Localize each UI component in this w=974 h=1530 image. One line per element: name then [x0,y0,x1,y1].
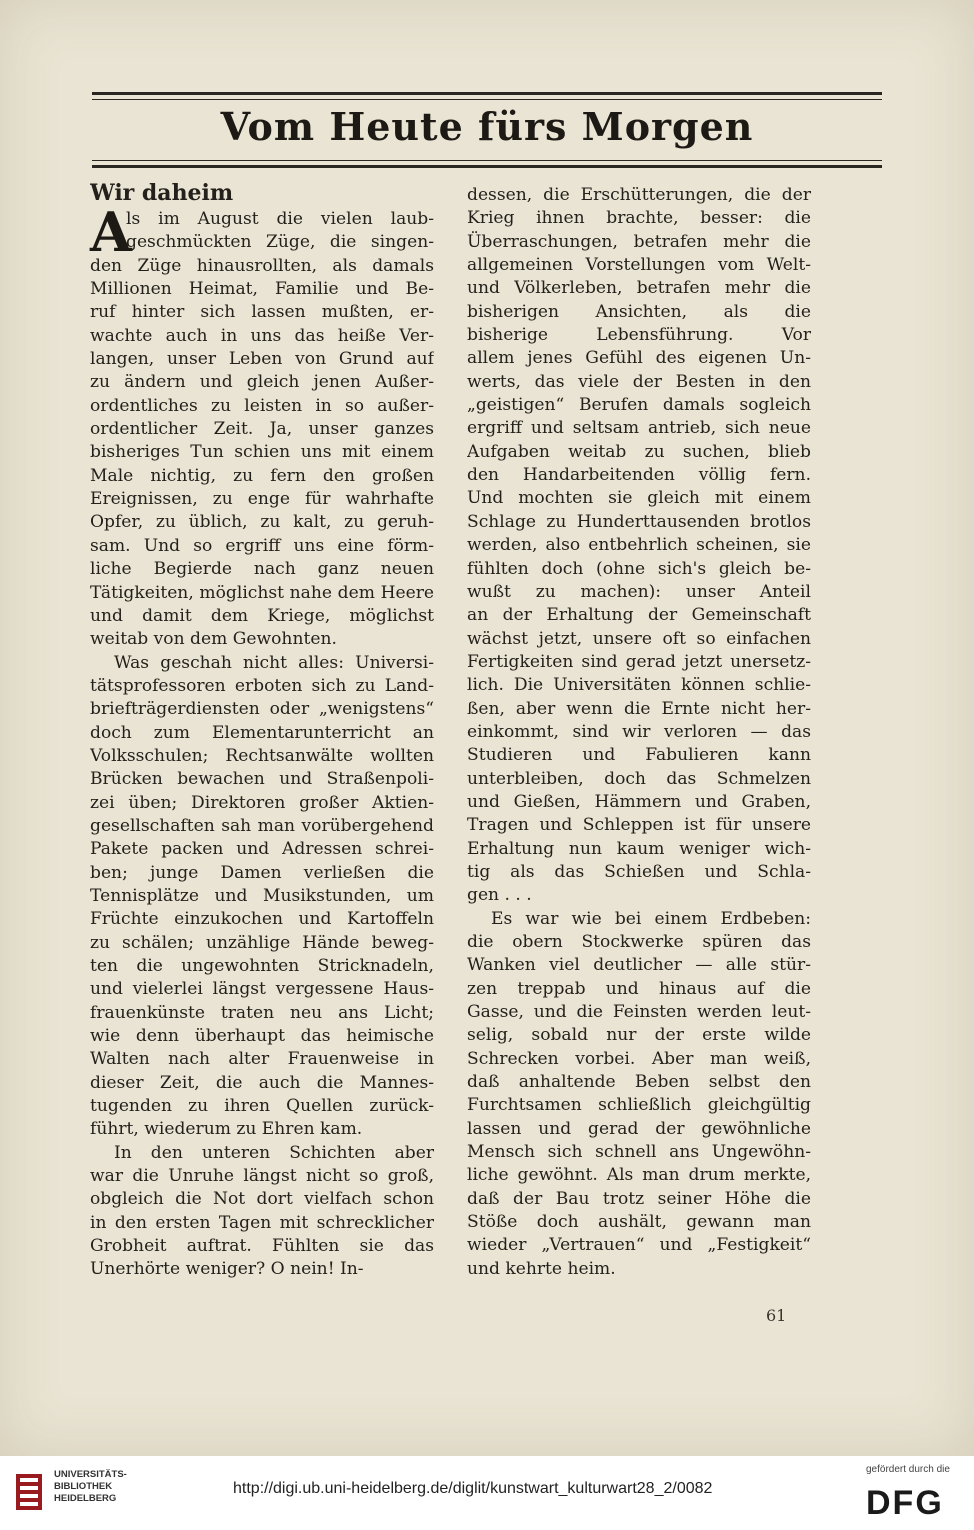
source-url-link[interactable]: http://digi.ub.uni-heidelberg.de/diglit/kunstwart_kulturwart28_2/0082 [233,1480,713,1497]
text-line: langen, unser Leben von Grund auf [90,349,434,370]
text-line: Und mochten sie gleich mit einem [467,488,811,509]
text-line: Mensch sich schnell ans Ungewöhn- [467,1142,811,1163]
text-line: liche gewöhnt. Als man drum merkte, [467,1165,811,1186]
text-line: und Völkerleben, betrafen mehr die [467,278,811,299]
text-line: allem jenes Gefühl des eigenen Un- [467,348,811,369]
text-line: tig als das Schießen und Schla- [467,861,811,882]
text-line: bisheriges Tun schien uns mit einem [90,442,434,463]
text-line: gesellschaften sah man vorübergehend [90,815,434,836]
text-line: Volksschulen; Rechtsanwälte wollten [90,745,434,766]
text-line: dessen, die Erschütterungen, die der [467,185,811,205]
text-line: doch zum Elementarunterricht an [90,722,434,743]
text-line: wieder „Vertrauen“ und „Festigkeit“ [467,1235,811,1256]
text-line: wie denn überhaupt das heimische [90,1026,434,1047]
text-line: tugenden zu ihren Quellen zurück- [90,1096,434,1117]
text-line: Tätigkeiten, möglichst nahe dem Heere [90,582,434,603]
text-line: ruf hinter sich lassen mußten, er- [90,302,434,323]
text-line: weitab von dem Gewohnten. [90,629,337,650]
text-line: selig, sobald nur der erste wilde [467,1025,811,1046]
text-line: die obern Stockwerke spüren das [467,932,811,952]
text-line: tätsprofessoren erboten sich zu Land- [90,675,434,696]
section-heading: Wir daheim [90,180,234,206]
text-line: obgleich die Not dort vielfach schon [90,1189,434,1210]
text-line: ordentlicher Zeit. Ja, unser ganzes [90,419,434,440]
text-line: in den ersten Tagen mit schrecklicher [90,1212,434,1233]
dfg-logo: DFG [866,1484,944,1522]
text-line: führt, wiederum zu Ehren kam. [90,1119,363,1140]
funded-by-label: gefördert durch die [866,1464,950,1475]
text-line: Grobheit auftrat. Fühlten sie das [90,1236,434,1257]
library-name: UNIVERSITÄTS- BIBLIOTHEK HEIDELBERG [54,1469,127,1504]
text-line: Pakete packen und Adressen schrei- [90,839,434,860]
text-line: Walten nach alter Frauenweise in [90,1049,434,1070]
text-line: Fertigkeiten sind gerad jetzt unersetz- [467,651,811,672]
left-column [90,178,434,1282]
right-column [467,184,811,1281]
text-line: Tragen und Schleppen ist für unsere [467,815,811,836]
text-line: lassen und gerad der gewöhnliche [467,1118,811,1139]
text-line: Furchtsamen schließlich gleichgültig [467,1095,811,1116]
text-line: einkommt, sind wir verloren — das [467,721,811,742]
text-line: fühlten doch (ohne sich's gleich be- [467,558,811,579]
text-line: Ereignissen, zu enge für wahrhafte [90,489,434,510]
text-line: ten die ungewohnten Stricknadeln, [90,956,434,976]
page-number: 61 [766,1306,787,1325]
title-rule-thick [92,165,882,168]
text-line: In den unteren Schichten aber [114,1142,434,1163]
text-line: daß der Bau trotz seiner Höhe die [467,1188,811,1209]
text-line: allgemeinen Vorstellungen vom Welt- [467,255,811,276]
text-line: war die Unruhe längst nicht so groß, [90,1166,434,1187]
text-line: lich. Die Universitäten können schlie- [467,675,811,696]
title-rule-thin [92,160,882,161]
text-line: geschmückten Züge, die singen- [126,232,434,253]
text-line: ls im August die vielen laub- [126,209,434,229]
drop-cap: A [90,200,132,264]
text-line: ergriff und seltsam antrieb, sich neue [467,418,811,439]
text-line: wächst jetzt, unsere oft so einfachen [467,628,811,649]
text-line: Aufgaben weitab zu suchen, blieb [467,441,811,462]
text-line: wußt zu machen): unser Anteil [467,581,811,602]
text-line: den Handarbeitenden völlig fern. [467,465,811,486]
text-line: ben; junge Damen verließen die [90,862,434,883]
text-line: Schrecken vorbei. Aber man weiß, [467,1048,811,1069]
text-line: unterbleiben, doch das Schmelzen [467,768,811,789]
text-line: Wanken viel deutlicher — alle stür- [467,955,811,976]
text-line: Es war wie bei einem Erdbeben: [491,908,811,929]
text-line: Gasse, und die Feinsten werden leut- [467,1002,811,1023]
text-line: dieser Zeit, die auch die Mannes- [90,1072,434,1093]
text-line: werts, das viele der Besten in den [467,371,811,392]
footer-bar [0,1456,974,1530]
text-line: Millionen Heimat, Familie und Be- [90,279,434,300]
text-line: Brücken bewachen und Straßenpoli- [90,769,434,790]
text-line: „geistigen“ Berufen damals sogleich [467,395,811,416]
page-title: Vom Heute fürs Morgen [220,104,754,149]
text-line: liche Begierde nach ganz neuen [90,559,434,580]
text-line: Schlage zu Hunderttausenden brotlos [467,511,811,532]
top-rule-thick [92,92,882,95]
text-line: zu ändern und gleich jenen Außer- [90,372,434,393]
text-line: Krieg ihnen brachte, besser: die [467,208,811,229]
text-line: ordentliches zu leisten in so außer- [90,395,434,416]
text-line: Studieren und Fabulieren kann [467,745,811,766]
text-line: bisherige Lebensführung. Vor [467,325,811,346]
text-line: frauenkünste traten neu ans Licht; [90,1002,434,1023]
text-line: Was geschah nicht alles: Universi- [114,652,434,673]
text-line: Erhaltung nun kaum weniger wich- [467,838,811,859]
text-line: und kehrte heim. [467,1258,616,1279]
text-line: Male nichtig, zu fern den großen [90,465,434,486]
text-line: Unerhörte weniger? O nein! In- [90,1259,364,1280]
text-line: zei üben; Direktoren großer Aktien- [90,792,434,813]
text-line: ßen, aber wenn die Ernte nicht her- [467,698,811,719]
text-line: Tennisplätze und Musikstunden, um [90,885,434,906]
text-line: bisherigen Ansichten, als die [467,301,811,322]
text-line: und damit dem Kriege, möglichst [90,605,434,626]
text-line: Überraschungen, betrafen mehr die [467,231,811,252]
text-line: wachte auch in uns das heiße Ver- [90,325,434,346]
text-line: zen treppab und hinaus auf die [467,978,811,999]
text-line: und vielerlei längst vergessene Haus- [90,979,434,1000]
text-line: werden, also entbehrlich scheinen, sie [467,535,811,556]
text-line: gen . . . [467,885,532,906]
university-seal-icon [14,1472,44,1512]
text-line: und Gießen, Hämmern und Graben, [467,791,811,812]
text-line: sam. Und so ergriff uns eine förm- [90,535,434,556]
text-line: briefträgerdiensten oder „wenigstens“ [90,699,434,720]
text-line: Früchte einzukochen und Kartoffeln [90,909,434,930]
text-line: Opfer, zu üblich, zu kalt, zu geruh- [90,512,434,533]
text-line: Stöße doch aushält, gewann man [467,1212,811,1233]
text-line: zu schälen; unzählige Hände beweg- [90,932,434,953]
text-line: an der Erhaltung der Gemeinschaft [467,605,811,626]
text-line: daß anhaltende Beben selbst den [467,1072,811,1093]
text-line: den Züge hinausrollten, als damals [90,255,434,276]
